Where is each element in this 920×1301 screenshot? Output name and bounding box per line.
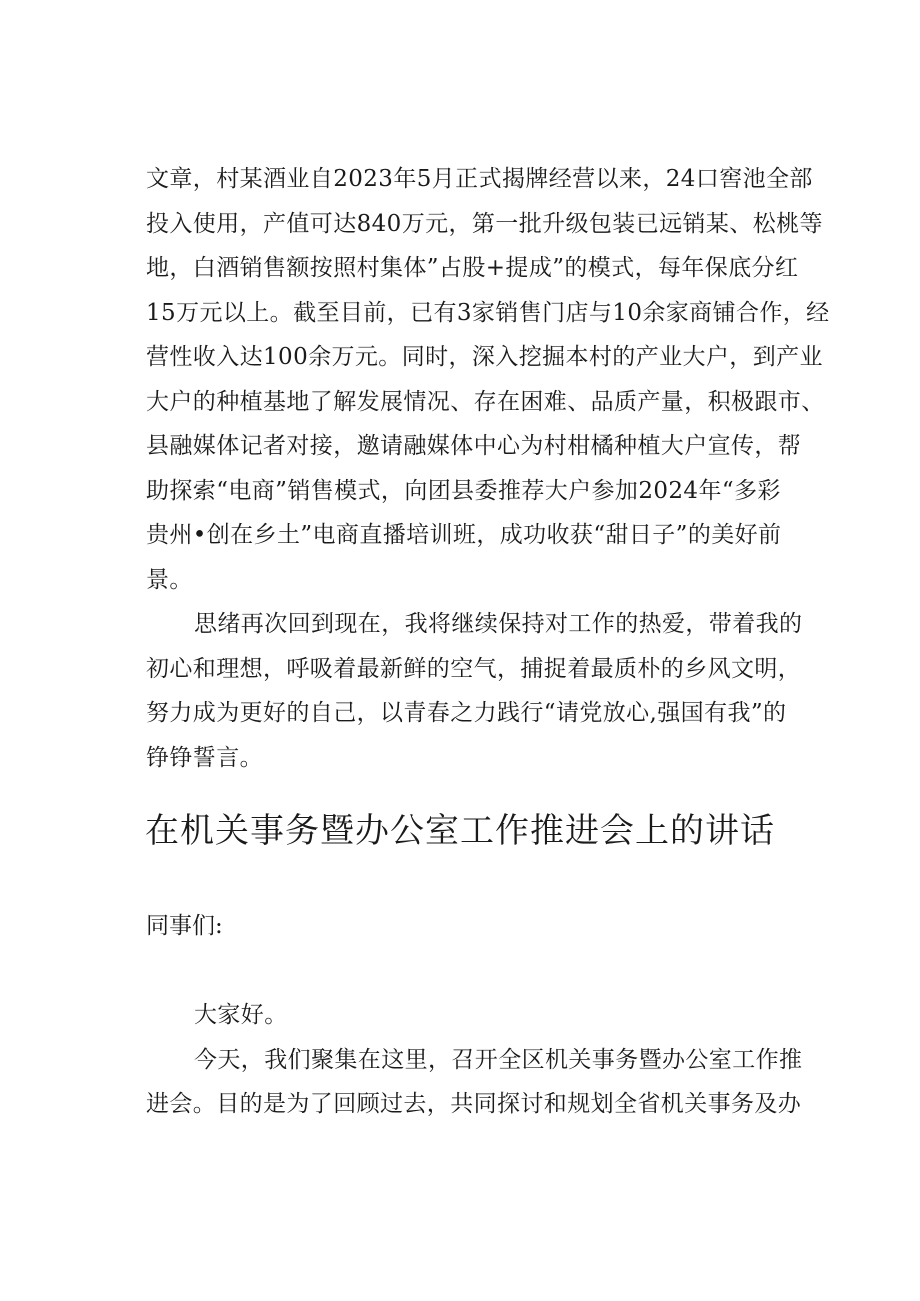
speech-body [146, 993, 826, 1127]
paragraph-1-line-2: 投入使用，产值可达840万元，第一批升级包装已远销某、松桃等 [146, 210, 823, 237]
paragraph-2-line-4: 铮铮誓言。 [146, 744, 263, 771]
paragraph-1-line-10: 景。 [146, 566, 193, 593]
speech-title: 在机关事务暨办公室工作推进会上的讲话 [145, 811, 775, 851]
paragraph-2-line-2: 初心和理想，呼吸着最新鲜的空气，捕捉着最质朴的乡风文明， [146, 655, 802, 682]
paragraph-1-line-3: 地，白酒销售额按照村集体”占股+提成”的模式，每年保底分红 [146, 255, 799, 281]
paragraph-1-line-4: 15万元以上。截至目前，已有3家销售门店与10余家商铺合作，经 [146, 299, 830, 326]
speech-line-2: 进会。目的是为了回顾过去，共同探讨和规划全省机关事务及办 [146, 1091, 802, 1117]
paragraph-1-line-8: 助探索“电商”销售模式，向团县委推荐大户参加2024年“多彩 [146, 477, 781, 504]
paragraph-1-line-9: 贵州•创在乡土”电商直播培训班，成功收获“甜日子”的美好前 [146, 522, 782, 548]
speech-salutation: 同事们: [146, 913, 223, 939]
paragraph-2-line-3: 努力成为更好的自己，以青春之力践行“请党放心,强国有我”的 [146, 700, 787, 726]
paragraph-2-line-1: 思绪再次回到现在，我将继续保持对工作的热爱，带着我的 [194, 611, 803, 637]
paragraph-1-line-5: 营性收入达100余万元。同时，深入挖掘本村的产业大户，到产业 [146, 344, 823, 370]
article-text [146, 157, 830, 780]
paragraph-1-line-6: 大户的种植基地了解发展情况、存在困难、品质产量，积极跟市、 [146, 388, 825, 415]
paragraph-1-line-1: 文章，村某酒业自2023年5月正式揭牌经营以来，24口窖池全部 [146, 166, 813, 192]
paragraph-1-line-7: 县融媒体记者对接，邀请融媒体中心为村柑橘种植大户宣传，帮 [146, 433, 802, 459]
speech-greeting: 大家好。 [194, 1002, 288, 1028]
speech-line-1: 今天，我们聚集在这里，召开全区机关事务暨办公室工作推 [194, 1046, 803, 1073]
